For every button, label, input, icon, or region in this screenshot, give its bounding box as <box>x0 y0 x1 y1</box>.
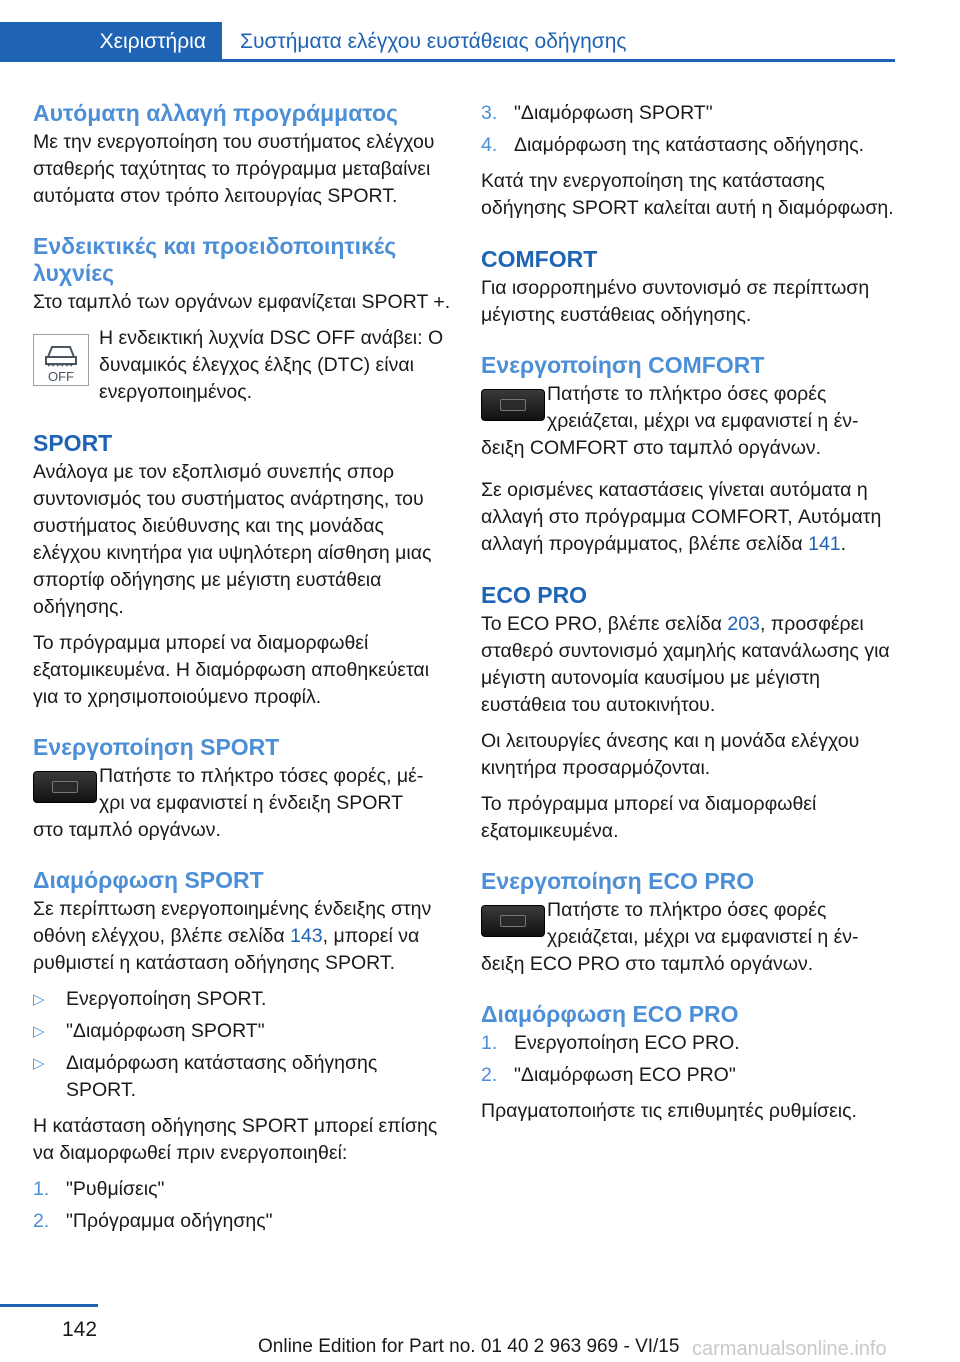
comfort-text: Για ισορροπημένο συντονισμό σε περίπτωση μέγιστης ευστάθειας οδήγησης. <box>481 277 870 326</box>
auto-change-heading: Αυτόματη αλλαγή προγράμματος <box>33 100 399 126</box>
tab-section[interactable]: Συστήματα ελέγχου ευστάθειας οδήγησης <box>222 22 895 62</box>
tab-chapter[interactable]: Χειριστήρια <box>0 22 222 62</box>
eco-pro-text-3: Το πρόγραμμα μπορεί να διαμορφωθεί εξατομικευμένα. <box>481 793 817 842</box>
sport-mode-result-text: Κατά την ενεργοποίηση της κατάστασης οδήγησης SPORT καλείται αυτή η διαμόρφωση. <box>481 170 894 219</box>
page-link-203[interactable]: 203 <box>727 613 760 635</box>
lamps-text: Στο ταμπλό των οργάνων εμφανίζεται SPORT +. <box>33 291 451 313</box>
header-tabbar <box>0 22 895 62</box>
eco-pro-activation-heading: Ενεργοποίηση ECO PRO <box>481 868 755 894</box>
list-item: 3. "Διαμόρφωση SPORT" <box>481 102 713 124</box>
comfort-heading: COMFORT <box>481 246 598 272</box>
dsc-text: Η ενδεικτική λυχνία DSC OFF ανάβει: Ο δυναμικός έλεγχος έλξης (DTC) είναι ενεργοποιημένος. <box>99 327 444 403</box>
list-item: 2. "Διαμόρφωση ECO PRO" <box>481 1064 736 1086</box>
eco-pro-config-heading: Διαμόρφωση ECO PRO <box>481 1001 739 1027</box>
comfort-auto-text: Σε ορισμένες καταστάσεις γίνεται αυτόματα η αλλαγή στο πρόγραμμα COMFORT, Αυτόματη αλλαγή προγράμματος, βλέπε σελίδα 141. <box>481 479 882 555</box>
drive-mode-button-icon <box>481 389 545 421</box>
dsc-off-icon <box>33 334 89 386</box>
sport-text-2: Το πρόγραμμα μπορεί να διαμορφωθεί εξατομικευμένα. Η διαμόρφωση αποθηκεύεται για το χρησιμοποιούμενο προφίλ. <box>33 632 430 708</box>
lamps-heading: Ενδεικτικές και προειδοποιητικές λυχνίες <box>33 233 397 286</box>
list-item: 1. "Ρυθμίσεις" <box>33 1178 165 1200</box>
sport-text-1: Ανάλογα με τον εξοπλισμό συνεπής σπορ συντονισμός του συστήματος ανάρτησης, του συστήματος διεύθυνσης και της μονάδας ελέγχου κινητήρα για υψηλότερη αίσθηση μιας σπορτίφ οδήγησης με μέγιστη ευστάθεια οδήγησης. <box>33 461 432 618</box>
list-item: ▷ Διαμόρφωση κατάστασης οδήγησης SPORT. <box>33 1052 378 1101</box>
page-number: 142 <box>62 1318 98 1341</box>
watermark: carmanualsonline.info <box>692 1338 887 1360</box>
left-column <box>33 100 451 1244</box>
right-column <box>481 100 897 1134</box>
list-item: 2. "Πρόγραμμα οδήγησης" <box>33 1210 273 1232</box>
comfort-activation-heading: Ενεργοποίηση COMFORT <box>481 352 765 378</box>
eco-pro-final-text: Πραγματοποιήστε τις επιθυμητές ρυθμίσεις. <box>481 1100 857 1122</box>
svg-text:OFF: OFF <box>48 369 74 384</box>
sport-config-bullets <box>33 986 451 1104</box>
comfort-activation-row: Πατήστε το πλήκτρο όσες φορές χρειάζεται, μέχρι να εμφανιστεί η έν- δειξη COMFORT στο ταμπλό οργάνων. <box>481 383 859 459</box>
eco-pro-text-2: Οι λειτουργίες άνεσης και η μονάδα ελέγχου κινητήρα προσαρμόζονται. <box>481 730 860 779</box>
footer-rule <box>0 1304 98 1307</box>
sport-config-heading: Διαμόρφωση SPORT <box>33 867 264 893</box>
sport-mode-text: Η κατάσταση οδήγησης SPORT μπορεί επίσης να διαμορφωθεί πριν ενεργοποιηθεί: <box>33 1115 438 1164</box>
list-item: 4. Διαμόρφωση της κατάστασης οδήγησης. <box>481 134 865 156</box>
eco-pro-steps <box>481 1030 897 1089</box>
eco-pro-heading: ECO PRO <box>481 582 588 608</box>
page-link-143[interactable]: 143 <box>290 925 323 947</box>
dsc-indicator-row <box>33 325 451 406</box>
sport-heading: SPORT <box>33 430 113 456</box>
edition-text: Online Edition for Part no. 01 40 2 963 969 - VI/15 <box>258 1336 680 1357</box>
page-link-141[interactable]: 141 <box>808 533 841 555</box>
list-item: ▷ Ενεργοποίηση SPORT. <box>33 988 267 1010</box>
list-item: ▷ "Διαμόρφωση SPORT" <box>33 1020 265 1042</box>
sport-steps-left <box>33 1176 451 1235</box>
auto-change-text: Με την ενεργοποίηση του συστήματος ελέγχου σταθερής ταχύτητας το πρόγραμμα μεταβαίνει αυτόματα στον τρόπο λειτουργίας SPORT. <box>33 131 435 207</box>
eco-pro-text: Το ECO PRO, βλέπε σελίδα 203, προσφέρει σταθερό συντονισμό χαμηλής κατανάλωσης για μέγιστη αυτονομία καυσίμου με μέγιστη ευστάθεια του αυτοκινήτου. <box>481 613 890 716</box>
list-item: 1. Ενεργοποίηση ECO PRO. <box>481 1032 740 1054</box>
drive-mode-button-icon <box>33 771 97 803</box>
eco-pro-activation-row: Πατήστε το πλήκτρο όσες φορές χρειάζεται, μέχρι να εμφανιστεί η έν- δειξη ECO PRO στο ταμπλό οργάνων. <box>481 899 859 975</box>
sport-steps-right <box>481 100 897 159</box>
sport-activation-row: Πατήστε το πλήκτρο τόσες φορές, μέ- χρι να εμφανιστεί η ένδειξη SPORT στο ταμπλό οργάνων. <box>33 765 424 841</box>
sport-activation-heading: Ενεργοποίηση SPORT <box>33 734 280 760</box>
sport-config-text: Σε περίπτωση ενεργοποιημένης ένδειξης στην οθόνη ελέγχου, βλέπε σελίδα 143, μπορεί να ρυθμιστεί η κατάσταση οδήγησης SPORT. <box>33 898 432 974</box>
drive-mode-button-icon <box>481 905 545 937</box>
